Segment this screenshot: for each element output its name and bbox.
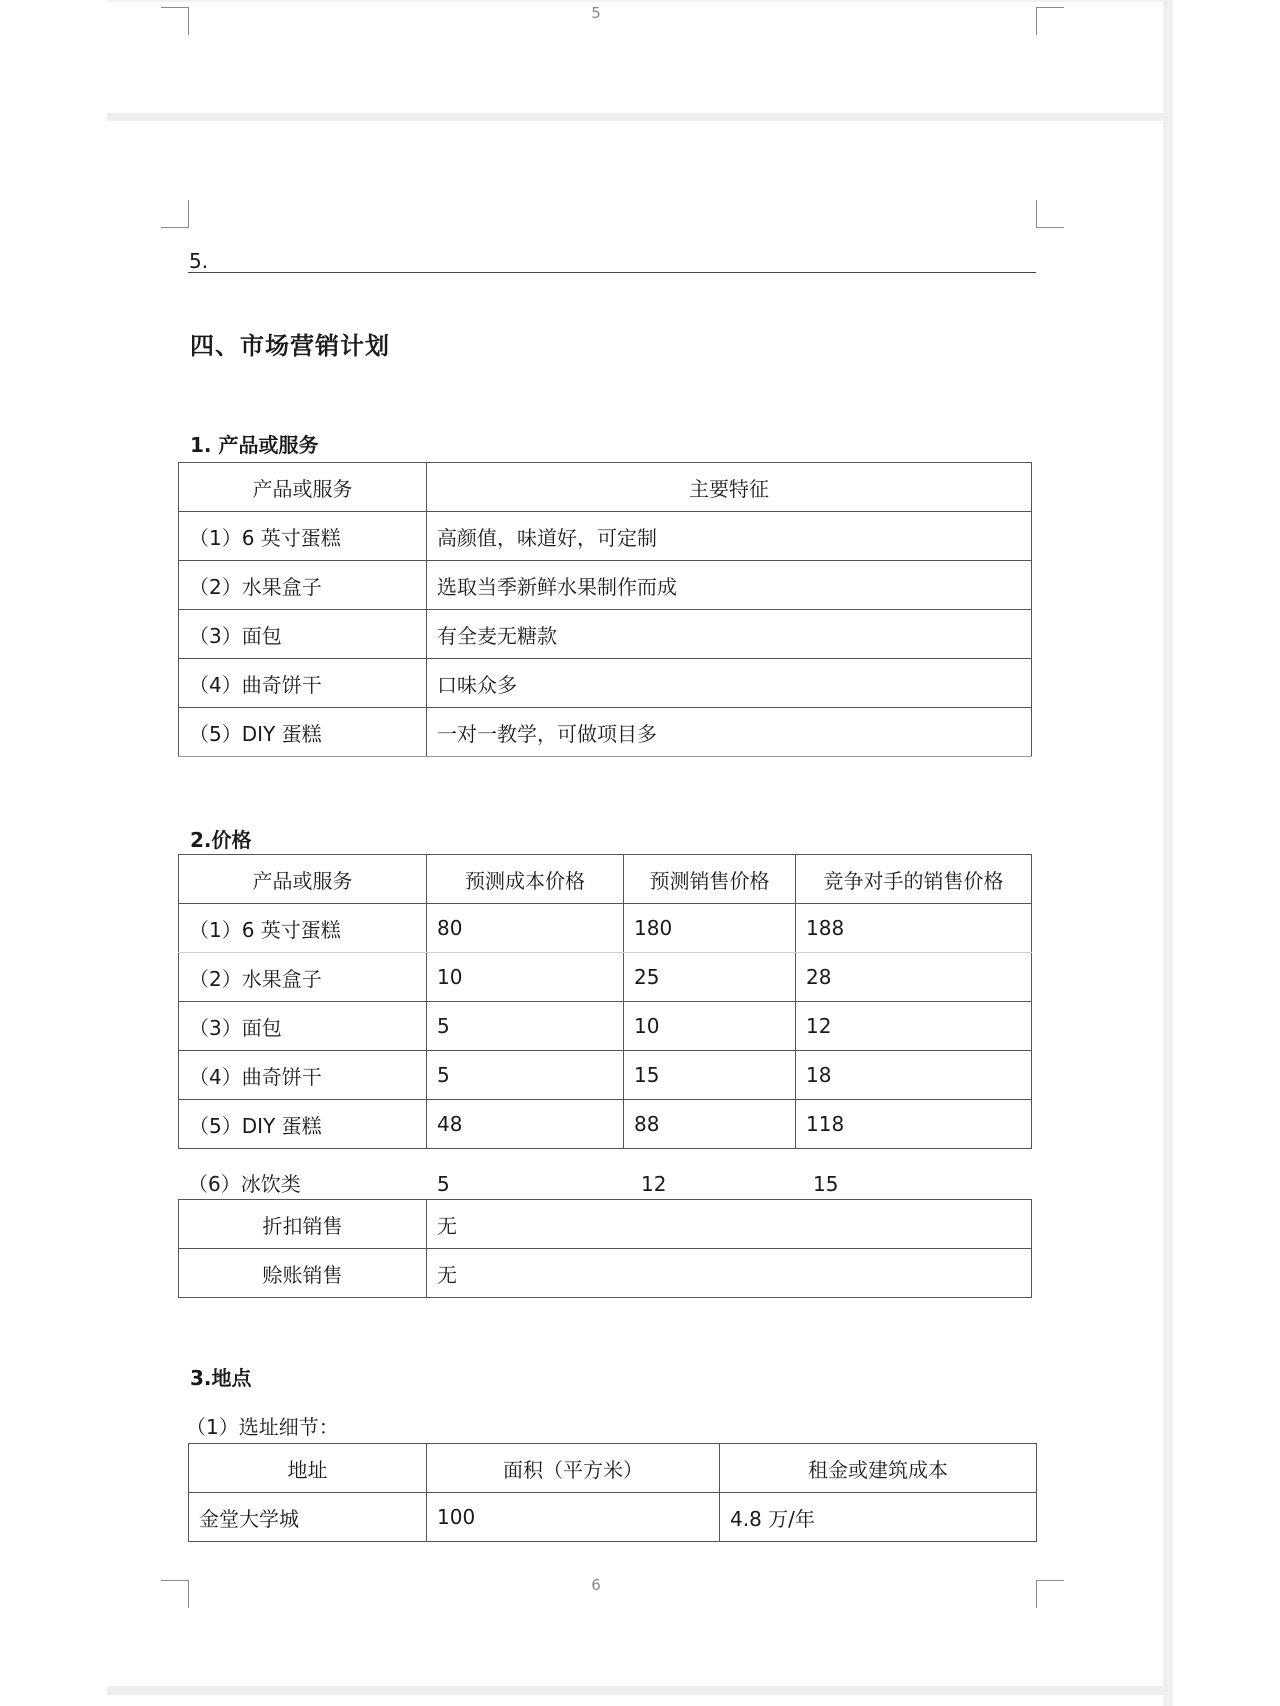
- table-row: [179, 953, 1032, 1002]
- page-gap: [107, 113, 1168, 121]
- product-cell: （5）DIY 蛋糕: [179, 1100, 427, 1149]
- page-number: 6: [591, 1576, 601, 1594]
- cost-price-cell: 48: [427, 1100, 624, 1149]
- sale-price-cell: 180: [624, 904, 796, 953]
- table-row: [179, 1200, 1032, 1249]
- section-heading-price: 2.价格: [190, 828, 252, 852]
- section-heading-location: 3.地点: [190, 1366, 252, 1390]
- table-row: [179, 1002, 1032, 1051]
- cost-price-cell: 80: [427, 904, 624, 953]
- table-row: [179, 610, 1032, 659]
- extra-sale-price: 12: [641, 1172, 667, 1196]
- feature-cell: 有全麦无糖款: [427, 610, 1032, 659]
- term-value: 无: [427, 1200, 1032, 1249]
- sale-price-cell: 15: [624, 1051, 796, 1100]
- header-cell: 产品或服务: [179, 463, 427, 512]
- header-cell: 地址: [189, 1444, 427, 1493]
- product-cell: （2）水果盒子: [179, 561, 427, 610]
- table-row: [179, 1249, 1032, 1298]
- competitor-price-cell: 12: [796, 1002, 1032, 1051]
- header-cell: 预测销售价格: [624, 855, 796, 904]
- extra-cost-price: 5: [437, 1172, 450, 1196]
- table-row: [179, 1100, 1032, 1149]
- extra-competitor-price: 15: [813, 1172, 839, 1196]
- cost-price-cell: 10: [427, 953, 624, 1002]
- page-gap: [107, 1686, 1168, 1695]
- table-row: [179, 659, 1032, 708]
- header-cell: 租金或建筑成本: [720, 1444, 1037, 1493]
- heading-number: 5.: [189, 249, 209, 273]
- competitor-price-cell: 28: [796, 953, 1032, 1002]
- product-cell: （4）曲奇饼干: [179, 659, 427, 708]
- page-title: 四、市场营销计划: [190, 332, 390, 360]
- header-cell: 主要特征: [427, 463, 1032, 512]
- feature-cell: 高颜值，味道好，可定制: [427, 512, 1032, 561]
- table-row: [179, 708, 1032, 757]
- crop-mark-icon: [161, 1580, 189, 1608]
- product-cell: （3）面包: [179, 610, 427, 659]
- location-table: [188, 1443, 1037, 1542]
- crop-mark-icon: [1036, 1580, 1064, 1608]
- table-row: [179, 904, 1032, 953]
- sale-price-cell: 10: [624, 1002, 796, 1051]
- crop-mark-icon: [161, 200, 189, 228]
- term-value: 无: [427, 1249, 1032, 1298]
- table-row: [179, 561, 1032, 610]
- heading-underline: [188, 272, 1036, 273]
- page-number: 5: [591, 4, 601, 22]
- sale-price-cell: 88: [624, 1100, 796, 1149]
- cost-price-cell: 5: [427, 1002, 624, 1051]
- competitor-price-cell: 18: [796, 1051, 1032, 1100]
- table-header-row: [179, 855, 1032, 904]
- product-cell: （5）DIY 蛋糕: [179, 708, 427, 757]
- product-cell: （1）6 英寸蛋糕: [179, 512, 427, 561]
- table-row: [189, 1493, 1037, 1542]
- section-heading-products: 1. 产品或服务: [190, 433, 319, 457]
- extra-product-label: （6）冰饮类: [188, 1172, 301, 1196]
- rent-cell: 4.8 万/年: [720, 1493, 1037, 1542]
- table-row: [179, 512, 1032, 561]
- competitor-price-cell: 118: [796, 1100, 1032, 1149]
- header-cell: 预测成本价格: [427, 855, 624, 904]
- table-row: [179, 1051, 1032, 1100]
- product-cell: （1）6 英寸蛋糕: [179, 904, 427, 953]
- feature-cell: 选取当季新鲜水果制作而成: [427, 561, 1032, 610]
- page-top-shadow: [107, 0, 1168, 2]
- crop-mark-icon: [1036, 7, 1064, 35]
- header-cell: 面积（平方米）: [427, 1444, 720, 1493]
- feature-cell: 一对一教学，可做项目多: [427, 708, 1032, 757]
- crop-mark-icon: [161, 7, 189, 35]
- crop-mark-icon: [1036, 200, 1064, 228]
- table-header-row: [189, 1444, 1037, 1493]
- table-header-row: [179, 463, 1032, 512]
- header-cell: 竞争对手的销售价格: [796, 855, 1032, 904]
- product-cell: （2）水果盒子: [179, 953, 427, 1002]
- price-table: [178, 854, 1032, 1149]
- vertical-scrollbar[interactable]: [1163, 0, 1173, 1706]
- competitor-price-cell: 188: [796, 904, 1032, 953]
- feature-cell: 口味众多: [427, 659, 1032, 708]
- cost-price-cell: 5: [427, 1051, 624, 1100]
- products-table: [178, 462, 1032, 757]
- subheading-site-details: （1）选址细节：: [186, 1415, 339, 1439]
- product-cell: （3）面包: [179, 1002, 427, 1051]
- product-cell: （4）曲奇饼干: [179, 1051, 427, 1100]
- term-label: 赊账销售: [179, 1249, 427, 1298]
- area-cell: 100: [427, 1493, 720, 1542]
- sale-price-cell: 25: [624, 953, 796, 1002]
- header-cell: 产品或服务: [179, 855, 427, 904]
- address-cell: 金堂大学城: [189, 1493, 427, 1542]
- term-label: 折扣销售: [179, 1200, 427, 1249]
- payment-terms-table: [178, 1199, 1032, 1298]
